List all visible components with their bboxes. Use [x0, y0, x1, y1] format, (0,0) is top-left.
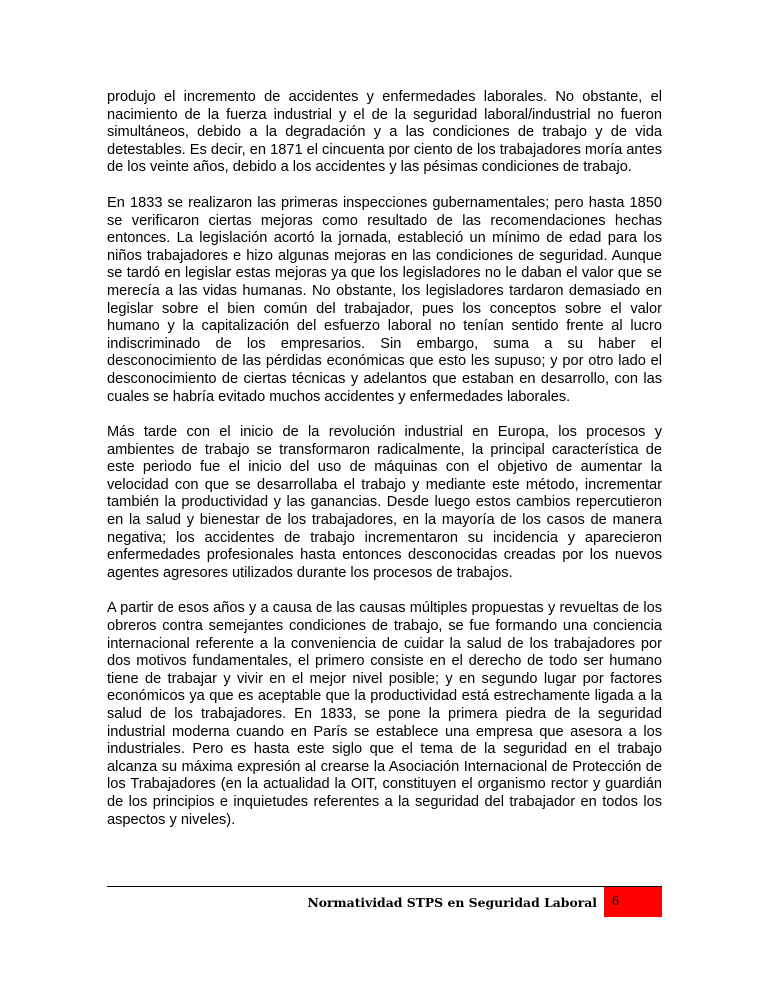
body-paragraph-1: produjo el incremento de accidentes y enfermedades laborales. No obstante, el nacimiento de la fuerza industrial y el de la seguridad laboral/industrial no fueron simultáneos, debido a la degradación y a las condiciones de trabajo y de vida detestables. Es decir, en 1871 el cincuenta por ciento de los trabajadores moría antes de los veinte años, debido a los accidentes y las pésimas condiciones de trabajo. [107, 89, 662, 176]
body-paragraph-2: En 1833 se realizaron las primeras inspecciones gubernamentales; pero hasta 1850 se verificaron ciertas mejoras como resultado de las recomendaciones hechas entonces. La legislación acortó la jornada, estableció un mínimo de edad para los niños trabajadores e hizo algunas mejoras en las condiciones de seguridad. Aunque se tardó en legislar estas mejoras ya que los legisladores no le daban el valor que se merecía a las vidas humanas. No obstante, los legisladores tardaron demasiado en legislar sobre el bien común del trabajador, pues los conceptos sobre el valor humano y la capitalización del esfuerzo laboral no tenían sentido frente al lucro indiscriminado de los empresarios. Sin embargo, suma a su haber el desconocimiento de las pérdidas económicas que esto les supuso; y por otro lado el desconocimiento de ciertas técnicas y adelantos que estaban en desarrollo, con las cuales se habría evitado muchos accidentes y enfermedades laborales. [107, 194, 662, 405]
page-footer [107, 887, 662, 917]
page-number-box [604, 887, 662, 917]
body-paragraph-3: Más tarde con el inicio de la revolución industrial en Europa, los procesos y ambientes de trabajo se transformaron radicalmente, la principal característica de este periodo fue el inicio del uso de máquinas con el objetivo de aumentar la velocidad con que se desarrollaba el trabajo y mediante este método, incrementar también la productividad y las ganancias. Desde luego estos cambios repercutieron en la salud y bienestar de los trabajadores, en la mayoría de los casos de manera negativa; los accidentes de trabajo incrementaron su incidencia y aparecieron enfermedades profesionales hasta entonces desconocidas creadas por los nuevos agentes agresores utilizados durante los procesos de trabajos. [107, 424, 662, 581]
body-paragraph-4: A partir de esos años y a causa de las causas múltiples propuestas y revueltas de los obreros contra semejantes condiciones de trabajo, se fue formando una conciencia internacional referente a la conveniencia de cuidar la salud de los trabajadores por dos motivos fundamentales, el primero consiste en el derecho de todo ser humano tiene de trabajar y vivir en el mejor nivel posible; y en segundo lugar por factores económicos ya que es aceptable que la productividad está estrechamente ligada a la salud de los trabajadores. En 1833, se pone la primera piedra de la seguridad industrial moderna cuando en París se establece una empresa que asesora a los industriales. Pero es hasta este siglo que el tema de la seguridad en el trabajo alcanza su máxima expresión al crearse la Asociación Internacional de Protección de los Trabajadores (en la actualidad la OIT, constituyen el organismo rector y guardián de los principios e inquietudes referentes a la seguridad del trabajador en todos los aspectos y niveles). [107, 600, 662, 828]
document-body [107, 89, 662, 847]
page-number: 6 [612, 894, 619, 909]
footer-title: Normatividad STPS en Seguridad Laboral [307, 894, 597, 910]
